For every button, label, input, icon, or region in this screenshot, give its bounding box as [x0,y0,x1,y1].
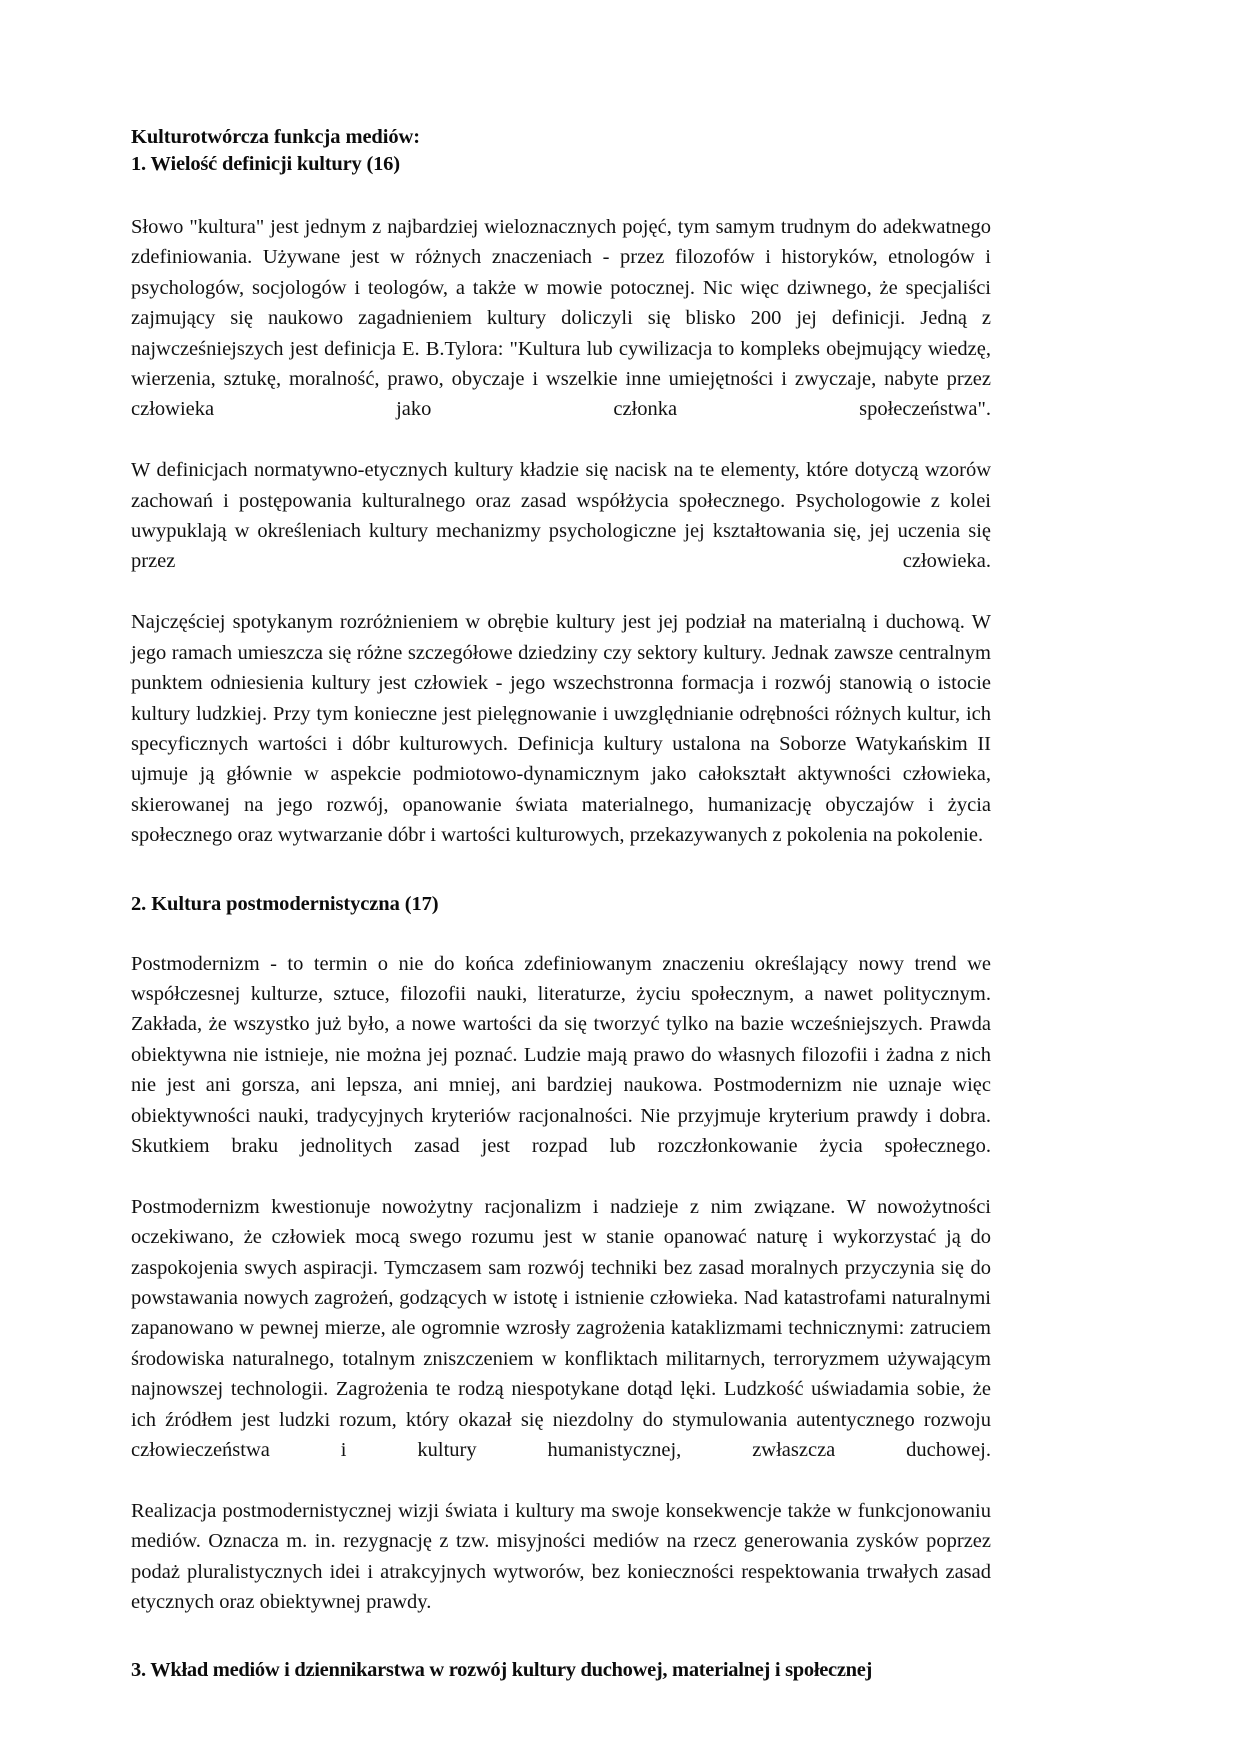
section-1-paragraph-2: W definicjach normatywno-etycznych kultury kładzie się nacisk na te elementy, które dotyczą wzorów zachowań i postępowania kulturalnego oraz zasad współżycia społecznego. Psychologowie z kolei uwypuklają w określeniach kultury mechanizmy psychologiczne jej kształtowania się, jej uczenia się przez człowieka. [131,459,991,573]
section-2-paragraph-1: Postmodernizm - to termin o nie do końca zdefiniowanym znaczeniu określający nowy trend we współczesnej kulturze, sztuce, filozofii nauki, literaturze, życiu społecznym, a nawet politycznym. Zakłada, że wszystko już było, a nowe wartości da się tworzyć tylko na bazie wcześniejszych. Prawda obiektywna nie istnieje, nie można jej poznać. Ludzie mają prawo do własnych filozofii i żadna z nich nie jest ani gorsza, ani lepsza, ani mniej, ani bardziej naukowa. Postmodernizm nie uznaje więc obiektywności nauki, tradycyjnych kryteriów racjonalności. Nie przyjmuje kryterium prawdy i dobra. Skutkiem braku jednolitych zasad jest rozpad lub rozczłonkowanie życia społecznego. [131,952,991,1157]
spacer-after-title [131,178,991,212]
section-1-paragraph-3: Najczęściej spotykanym rozróżnieniem w obrębie kultury jest jej podział na materialną i duchową. W jego ramach umieszcza się różne szczegółowe dziedziny czy sektory kultury. Jednak zawsze centralnym punktem odniesienia kultury jest człowiek - jego wszechstronna formacja i rozwój stanowią o istocie kultury ludzkiej. Przy tym konieczne jest pielęgnowanie i uwzględnianie odrębności różnych kultur, ich specyficznych wartości i dóbr kulturowych. Definicja kultury ustalona na Soborze Watykańskim II ujmuje ją głównie w aspekcie podmiotowo-dynamicznym jako całokształt aktywności człowieka, skierowanej na jego rozwój, opanowanie świata materialnego, humanizację obyczajów i życia społecznego oraz wytwarzanie dóbr i wartości kulturowych, przekazywanych z pokolenia na pokolenie. [131,611,991,847]
spacer-after-section-2-heading [131,918,991,949]
spacer-before-section-2 [131,851,991,891]
document-body [131,124,991,1684]
document-title-block [131,124,991,178]
section-1-heading: 1. Wielość definicji kultury (16) [131,153,400,175]
section-3-heading: 3. Wkład mediów i dziennikarstwa w rozwój kultury duchowej, materialnej i społecznej [131,1659,873,1682]
section-2-paragraph-2: Postmodernizm kwestionuje nowożytny racjonalizm i nadzieje z nim związane. W nowożytności oczekiwano, że człowiek mocą swego rozumu jest w stanie opanować naturę i wykorzystać ją do zaspokojenia swych aspiracji. Tymczasem sam rozwój techniki bez zasad moralnych przyczynia się do powstawania nowych zagrożeń, godzących w istotę i istnienie człowieka. Nad katastrofami naturalnymi zapanowano w pewnej mierze, ale ogromnie wzrosły zagrożenia kataklizmami technicznymi: zatruciem środowiska naturalnego, totalnym zniszczeniem w konfliktach militarnych, terroryzmem używającym najnowszej technologii. Zagrożenia te rodzą niespotykane dotąd lęki. Ludzkość uświadamia sobie, że ich źródłem jest ludzki rozum, który okazał się niezdolny do stymulowania autentycznego rozwoju człowieczeństwa i kultury humanistycznej, zwłaszcza duchowej. [131,1195,991,1462]
section-1-paragraph-1: Słowo "kultura" jest jednym z najbardziej wieloznacznych pojęć, tym samym trudnym do adekwatnego zdefiniowania. Używane jest w różnych znaczeniach - przez filozofów i historyków, etnologów i psychologów, socjologów i teologów, a także w mowie potocznej. Nic więc dziwnego, że specjaliści zajmujący się naukowo zagadnieniem kultury doliczyli się blisko 200 jej definicji. Jedną z najwcześniejszych jest definicja E. B.Tylora: "Kultura lub cywilizacja to kompleks obejmujący wiedzę, wierzenia, sztukę, moralność, prawo, obyczaje i wszelkie inne umiejętności i zwyczaje, nabyte przez człowieka jako członka społeczeństwa". [131,216,991,421]
spacer-before-section-3 [131,1617,991,1657]
document-title-line-1: Kulturotwórcza funkcja mediów: [131,126,420,148]
section-2-paragraph-3: Realizacja postmodernistycznej wizji świata i kultury ma swoje konsekwencje także w funkcjonowaniu mediów. Oznacza m. in. rezygnację z tzw. misyjności mediów na rzecz generowania zysków poprzez podaż pluralistycznych idei i atrakcyjnych wytworów, bez konieczności respektowania trwałych zasad etycznych oraz obiektywnej prawdy. [131,1499,991,1614]
section-2-heading: 2. Kultura postmodernistyczna (17) [131,892,439,915]
